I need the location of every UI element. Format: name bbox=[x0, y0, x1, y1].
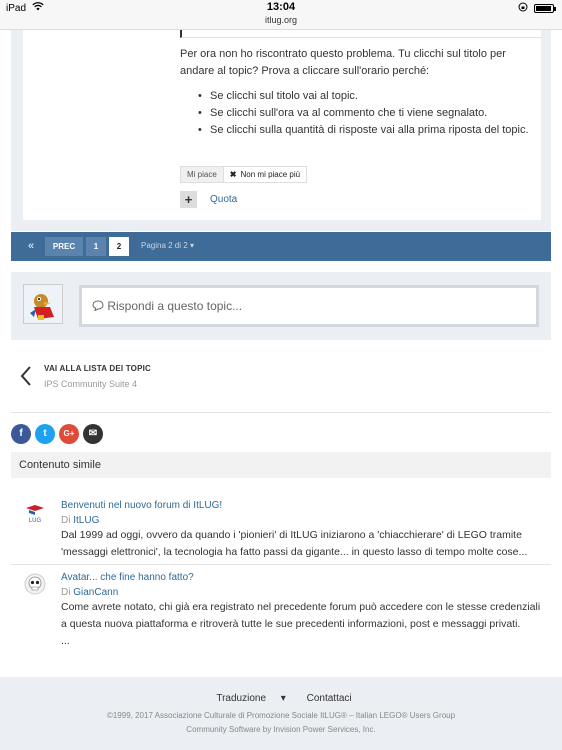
contact-link[interactable]: Contattaci bbox=[306, 693, 352, 704]
status-right bbox=[518, 2, 554, 14]
status-time: 13:04 bbox=[266, 1, 296, 13]
list-item: • Se clicchi sull'ora va al commento che ti viene segnalato. bbox=[180, 105, 532, 122]
page-jump-dropdown[interactable] bbox=[141, 241, 194, 250]
similar-item-title[interactable]: Benvenuti nel nuovo forum di ItLUG! bbox=[61, 500, 223, 511]
software-credit: Community Software by Invision Power Services, Inc. bbox=[186, 725, 376, 734]
pagination-bar bbox=[11, 232, 551, 261]
multiquote-button[interactable]: + bbox=[180, 191, 197, 208]
language-label: Traduzione bbox=[216, 693, 267, 704]
close-icon: ✖ bbox=[229, 170, 237, 179]
facebook-share-button[interactable]: f bbox=[11, 424, 31, 444]
caret-down-icon: ▾ bbox=[280, 693, 286, 704]
page-2-button[interactable]: 2 bbox=[109, 237, 129, 256]
similar-content-heading: Contenuto simile bbox=[11, 452, 551, 478]
prev-page-button[interactable]: PREC bbox=[45, 237, 83, 256]
caret-down-icon: ▾ bbox=[189, 241, 194, 250]
device-name: iPad bbox=[6, 2, 27, 14]
back-subtitle: IPS Community Suite 4 bbox=[44, 379, 138, 389]
unlike-label: Non mi piace più bbox=[240, 170, 301, 179]
similar-item-ellipsis: ... bbox=[61, 635, 70, 647]
quote-button[interactable]: Quota bbox=[210, 194, 238, 205]
address-bar-url[interactable]: itlug.org bbox=[264, 15, 298, 25]
like-count-label: Mi piace bbox=[181, 167, 224, 182]
language-menu[interactable] bbox=[210, 693, 291, 704]
similar-item-excerpt: Dal 1999 ad oggi, ovvero da quando i 'pionieri' di ItLUG iniziarono a 'chiacchierare' di LEGO tramite 'messaggi elettronici', la tecnologia ha fatto passi da gigante... in questo lasso di tempo molte cose... bbox=[61, 529, 528, 558]
status-bar bbox=[0, 0, 562, 30]
page-1-button[interactable]: 1 bbox=[86, 237, 106, 256]
reply-input[interactable] bbox=[79, 285, 539, 327]
twitter-share-button[interactable]: t bbox=[35, 424, 55, 444]
avatar bbox=[23, 284, 63, 324]
battery-icon bbox=[534, 4, 554, 13]
similar-item-excerpt: Come avrete notato, chi già era registrato nel precedente forum può accedere con le stesse credenziali a questa nuova piattaforma e ritroverà tutte le sue precedenti informazioni, post e messaggi privati. bbox=[61, 601, 541, 630]
post-paragraph: Per ora non ho riscontrato questo problema. Tu clicchi sul titolo per andare al topic? Prova a cliccare sull'orario perché: bbox=[180, 48, 506, 77]
author-link[interactable]: GianCann bbox=[73, 587, 119, 598]
unlike-button[interactable] bbox=[224, 167, 306, 182]
list-item: • Se clicchi sul titolo vai al topic. bbox=[180, 88, 532, 105]
list-item: • Se clicchi sulla quantità di risposte vai alla prima riposta del topic. bbox=[180, 122, 532, 139]
similar-item-title[interactable]: Avatar... che fine hanno fatto? bbox=[61, 572, 194, 583]
svg-text:LUG: LUG bbox=[28, 518, 42, 524]
share-buttons bbox=[11, 424, 103, 444]
comment-icon bbox=[92, 299, 107, 313]
author-link[interactable]: ItLUG bbox=[73, 515, 100, 526]
post-bullet-list bbox=[180, 88, 532, 139]
orientation-lock-icon bbox=[518, 2, 528, 14]
quote-block bbox=[180, 30, 542, 38]
reaction-bar bbox=[180, 166, 307, 183]
footer-links bbox=[0, 693, 562, 704]
googleplus-share-button[interactable]: G+ bbox=[59, 424, 79, 444]
email-share-button[interactable]: ✉ bbox=[83, 424, 103, 444]
chevron-left-icon[interactable] bbox=[20, 366, 32, 392]
itlug-logo-icon bbox=[24, 502, 46, 524]
author-prefix: Di bbox=[61, 587, 71, 598]
skull-avatar-icon bbox=[24, 573, 46, 595]
similar-item-author bbox=[61, 515, 99, 526]
author-prefix: Di bbox=[61, 515, 71, 526]
divider bbox=[11, 412, 551, 413]
copyright-text: ©1999, 2017 Associazione Culturale di Promozione Sociale ItLUG® – Italian LEGO® Users Group bbox=[106, 711, 456, 720]
page-info-label: Pagina 2 di 2 bbox=[141, 241, 188, 250]
back-to-topic-list-link[interactable]: VAI ALLA LISTA DEI TOPIC bbox=[44, 364, 152, 373]
divider bbox=[11, 564, 551, 565]
first-page-button[interactable]: « bbox=[17, 237, 45, 256]
reply-placeholder: Rispondi a questo topic... bbox=[107, 299, 243, 313]
similar-item-author bbox=[61, 587, 118, 598]
